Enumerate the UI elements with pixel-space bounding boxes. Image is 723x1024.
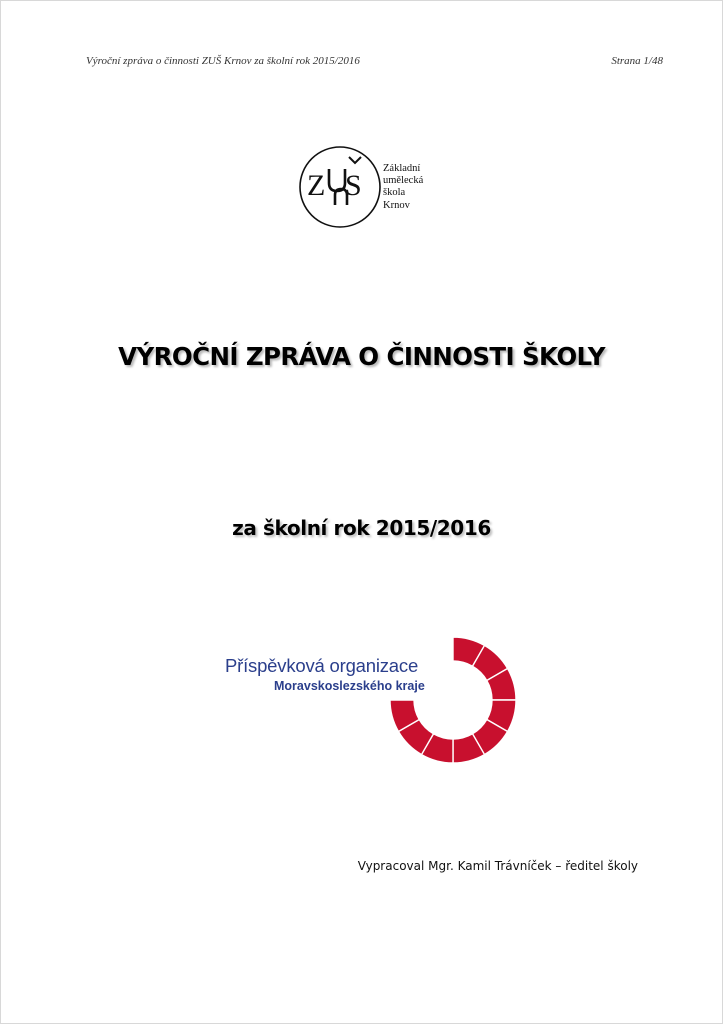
monogram-s: S	[345, 169, 362, 202]
organization-name: Příspěvková organizace	[225, 655, 419, 676]
school-logo	[297, 143, 427, 231]
school-name-line: Krnov	[383, 199, 410, 211]
header-page-number: Strana 1/48	[611, 55, 663, 67]
school-name-line: umělecká	[383, 175, 424, 187]
school-emblem-icon	[297, 143, 383, 231]
school-name-line: škola	[383, 187, 406, 199]
document-title: VÝROČNÍ ZPRÁVA O ČINNOSTI ŠKOLY	[118, 342, 605, 371]
segmented-ring-icon	[220, 632, 520, 768]
organization-logo	[220, 632, 520, 768]
organization-region: Moravskoslezského kraje	[274, 679, 425, 693]
school-name-line: Základní	[383, 163, 421, 174]
author-line: Vypracoval Mgr. Kamil Trávníček – ředitel školy	[357, 859, 638, 873]
header-document-title: Výroční zpráva o činnosti ZUŠ Krnov za školní rok 2015/2016	[86, 55, 360, 67]
monogram-z: Z	[307, 169, 326, 202]
school-name	[383, 163, 423, 212]
document-subtitle: za školní rok 2015/2016	[232, 516, 491, 540]
